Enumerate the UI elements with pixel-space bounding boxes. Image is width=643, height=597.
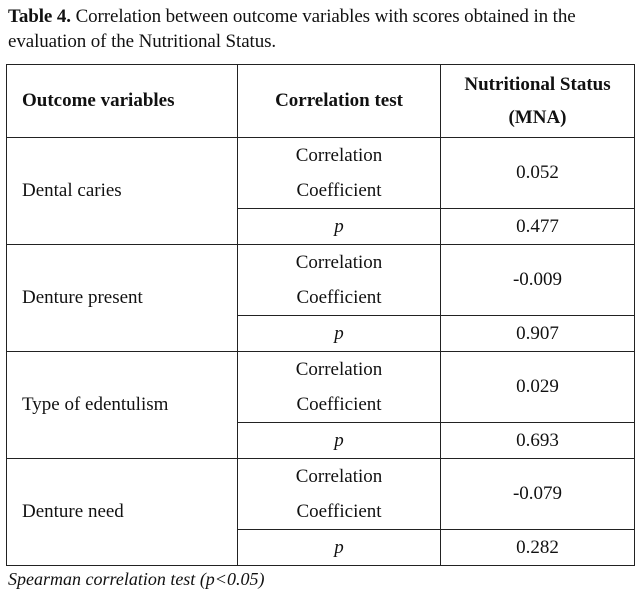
p-value: 0.907 <box>441 316 635 352</box>
outcome-variable-cell: Dental caries <box>7 138 238 245</box>
coef-label-line2: Coefficient <box>296 180 382 201</box>
table-row <box>7 352 635 423</box>
table-row <box>7 459 635 530</box>
table-row <box>7 138 635 209</box>
coefficient-value: -0.009 <box>441 245 635 316</box>
correlation-coefficient-label <box>238 459 441 530</box>
header-correlation-test: Correlation test <box>238 65 441 138</box>
correlation-coefficient-label <box>238 245 441 316</box>
header-mna-line1: Nutritional Status <box>464 74 611 95</box>
caption-label: Table 4. <box>8 6 71 27</box>
p-value: 0.282 <box>441 530 635 566</box>
table-caption <box>8 4 638 54</box>
correlation-coefficient-label <box>238 138 441 209</box>
caption-text: Correlation between outcome variables with scores obtained in the evaluation of the Nutritional Status. <box>8 6 576 52</box>
coefficient-value: -0.079 <box>441 459 635 530</box>
coef-label-line1: Correlation <box>295 145 383 166</box>
header-mna-line2: (MNA) <box>508 107 567 128</box>
p-value: 0.477 <box>441 209 635 245</box>
p-label: p <box>238 209 441 245</box>
correlation-coefficient-label <box>238 352 441 423</box>
table-footnote: Spearman correlation test (p<0.05) <box>8 569 265 589</box>
header-outcome-variables: Outcome variables <box>7 65 238 138</box>
p-value: 0.693 <box>441 423 635 459</box>
outcome-variable-cell: Denture need <box>7 459 238 566</box>
coef-label-line2: Coefficient <box>296 287 382 308</box>
coef-label-line2: Coefficient <box>296 501 382 522</box>
coefficient-value: 0.029 <box>441 352 635 423</box>
header-nutritional-status <box>441 65 635 138</box>
p-label: p <box>238 530 441 566</box>
coefficient-value: 0.052 <box>441 138 635 209</box>
table-row <box>7 245 635 316</box>
outcome-variable-cell: Type of edentulism <box>7 352 238 459</box>
coef-label-line1: Correlation <box>295 359 383 380</box>
coef-label-line2: Coefficient <box>296 394 382 415</box>
coef-label-line1: Correlation <box>295 252 383 273</box>
p-label: p <box>238 423 441 459</box>
outcome-variable-cell: Denture present <box>7 245 238 352</box>
correlation-table <box>6 64 635 566</box>
p-label: p <box>238 316 441 352</box>
coef-label-line1: Correlation <box>295 466 383 487</box>
header-row <box>7 65 635 138</box>
